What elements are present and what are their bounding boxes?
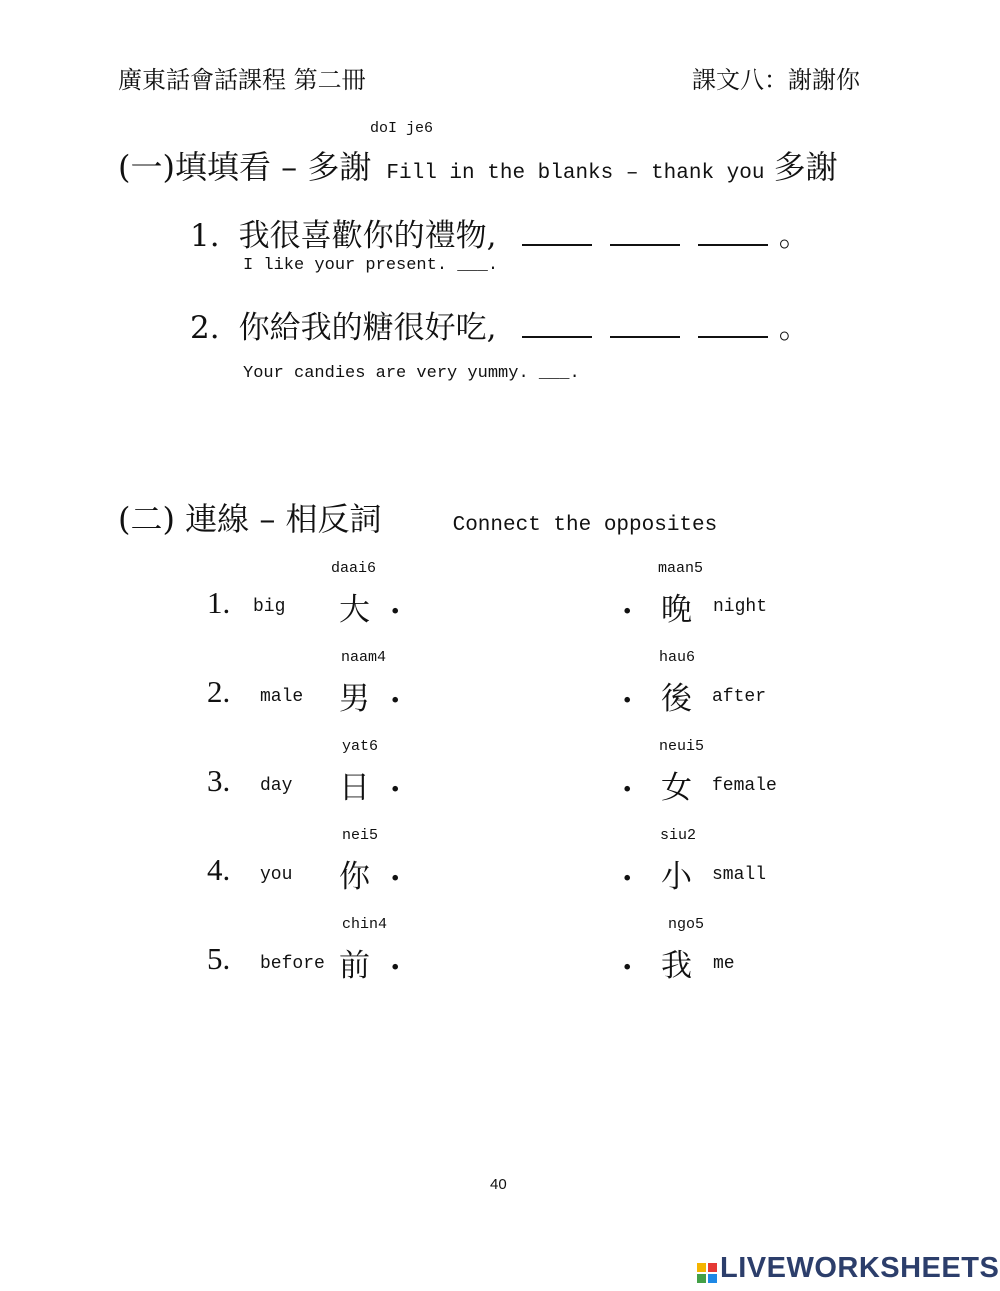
liveworksheets-logo-icon (697, 1263, 717, 1283)
section1-pronunciation: doI je6 (370, 120, 434, 137)
match-dot-right[interactable]: . (622, 853, 633, 888)
match-english-left: day (260, 776, 293, 796)
answer-blank[interactable] (522, 244, 592, 246)
answer-blank[interactable] (610, 336, 680, 338)
section2-title (118, 494, 717, 540)
match-english-left: you (260, 865, 293, 885)
match-dot-left[interactable]: . (390, 942, 401, 977)
jyutping-left: naam4 (341, 649, 387, 666)
match-dot-left[interactable]: . (390, 764, 401, 799)
header-lesson-title: 課文八：謝謝你 (692, 66, 860, 94)
answer-blank[interactable] (698, 244, 768, 246)
fill-item-2 (190, 302, 810, 347)
fill-item-number: 1. (190, 218, 220, 254)
jyutping-left: chin4 (342, 916, 388, 933)
match-char-right: 小 (661, 859, 692, 895)
match-char-right: 女 (661, 770, 692, 806)
match-dot-left[interactable]: . (390, 853, 401, 888)
fill-item-end: 。 (778, 310, 810, 346)
match-char-left: 大 (339, 592, 370, 628)
jyutping-left: nei5 (342, 827, 379, 844)
match-english-right: small (712, 865, 767, 885)
liveworksheets-logo[interactable] (697, 1252, 999, 1285)
fill-item-sentence: 我很喜歡你的禮物, (238, 218, 497, 254)
match-dot-right[interactable]: . (622, 675, 633, 710)
match-number: 4. (207, 852, 231, 887)
match-dot-left[interactable]: . (390, 586, 401, 621)
match-english-left: big (253, 597, 286, 617)
answer-blank[interactable] (522, 336, 592, 338)
fill-item-1-translation: I like your present. ___. (243, 256, 499, 275)
match-number: 2. (207, 674, 231, 709)
match-english-right: female (712, 776, 777, 796)
jyutping-right: neui5 (659, 738, 705, 755)
match-char-right: 我 (661, 948, 692, 984)
match-number: 1. (207, 585, 231, 620)
match-char-left: 你 (339, 859, 370, 895)
match-char-left: 男 (339, 681, 370, 717)
match-english-right: me (713, 954, 735, 974)
liveworksheets-logo-text: LIVEWORKSHEETS (720, 1252, 1000, 1284)
page-number: 40 (490, 1176, 507, 1193)
match-char-right: 後 (661, 681, 692, 717)
fill-item-end: 。 (778, 218, 810, 254)
section1-title-cn: (一)填填看 – 多謝 (118, 148, 372, 186)
fill-item-number: 2. (190, 310, 220, 346)
section1-title-en: Fill in the blanks – thank you (386, 162, 765, 185)
fill-item-1 (190, 210, 810, 255)
match-number: 5. (207, 941, 231, 976)
match-english-left: before (260, 954, 325, 974)
match-dot-left[interactable]: . (390, 675, 401, 710)
answer-blanks (522, 323, 779, 342)
match-english-left: male (260, 687, 304, 707)
section1-title (118, 142, 838, 188)
section2-title-cn: (二) 連線 – 相反詞 (118, 500, 382, 538)
header-course-title: 廣東話會話課程 第二冊 (118, 66, 366, 94)
match-dot-right[interactable]: . (622, 764, 633, 799)
match-dot-right[interactable]: . (622, 942, 633, 977)
section1-title-cn-end: 多謝 (773, 148, 838, 186)
fill-item-sentence: 你給我的糖很好吃, (238, 310, 497, 346)
match-char-left: 日 (339, 770, 370, 806)
match-char-right: 晚 (661, 592, 692, 628)
answer-blanks (522, 231, 779, 250)
match-english-right: night (713, 597, 768, 617)
match-char-left: 前 (339, 948, 370, 984)
jyutping-left: daai6 (331, 560, 377, 577)
jyutping-right: hau6 (659, 649, 696, 666)
fill-item-2-translation: Your candies are very yummy. ___. (243, 364, 580, 383)
jyutping-left: yat6 (342, 738, 379, 755)
answer-blank[interactable] (610, 244, 680, 246)
match-english-right: after (712, 687, 767, 707)
section2-title-en: Connect the opposites (452, 514, 718, 537)
match-number: 3. (207, 763, 231, 798)
answer-blank[interactable] (698, 336, 768, 338)
match-dot-right[interactable]: . (622, 586, 633, 621)
jyutping-right: ngo5 (668, 916, 705, 933)
jyutping-right: siu2 (660, 827, 697, 844)
jyutping-right: maan5 (658, 560, 704, 577)
